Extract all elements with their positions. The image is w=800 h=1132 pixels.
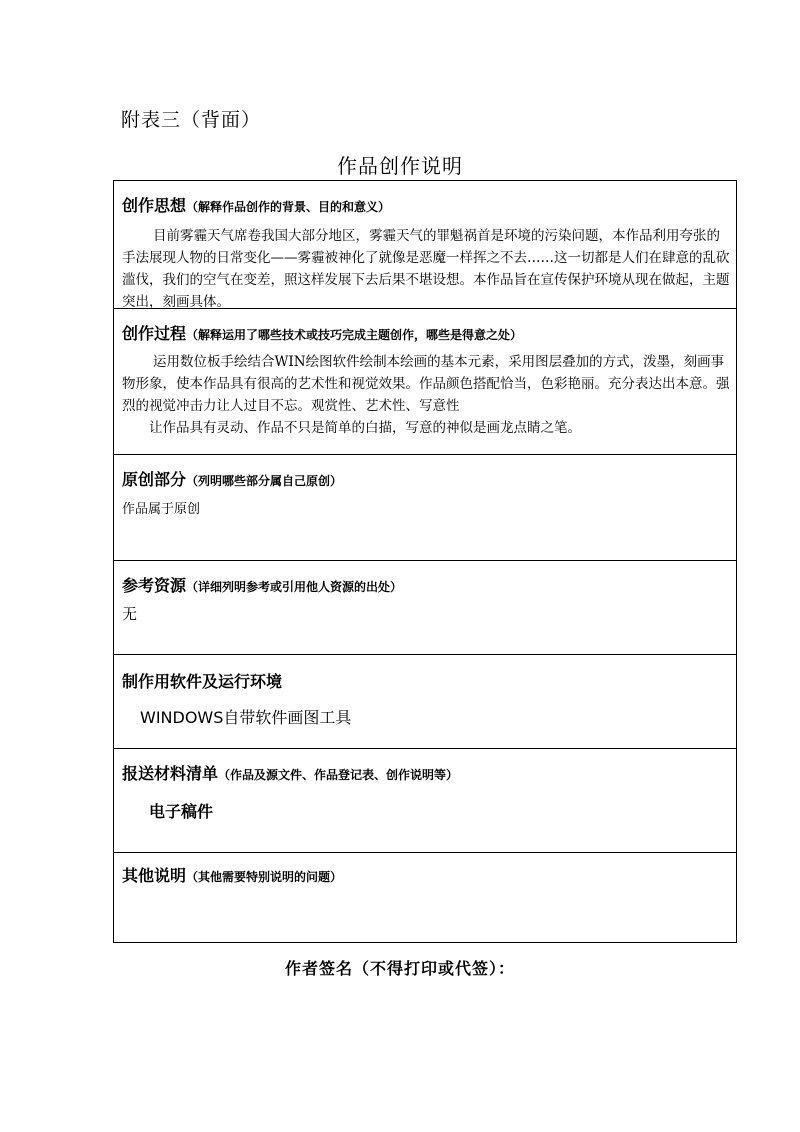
section-references-body: 无 [122, 605, 138, 623]
section-references-heading [122, 573, 402, 596]
section-original [114, 455, 736, 561]
section-idea-title: 创作思想 [122, 196, 187, 215]
section-other-title: 其他说明 [122, 866, 187, 885]
section-software-heading [122, 669, 282, 692]
section-original-title: 原创部分 [122, 470, 187, 489]
process-paragraph-1: 运用数位板手绘结合WIN绘图软件绘制本绘画的基本元素，采用图层叠加的方式，泼墨，刻画事物形象，使本作品具有很高的艺术性和视觉效果。作品颜色搭配恰当，色彩艳丽。充分表达出本意。强烈的视觉冲击力让人过目不忘。观赏性、艺术性、写意性 [122, 354, 730, 414]
section-materials-hint: （作品及源文件、作品登记表、创作说明等） [218, 768, 459, 782]
section-software-body: WINDOWS自带软件画图工具 [140, 708, 352, 727]
section-materials-body: 电子稿件 [149, 802, 214, 821]
section-original-body: 作品属于原创 [122, 502, 201, 517]
section-original-heading [122, 467, 342, 490]
description-form [113, 180, 737, 943]
section-references-title: 参考资源 [122, 576, 187, 595]
section-process-title: 创作过程 [122, 324, 187, 343]
section-process-body [122, 351, 730, 439]
section-materials-title: 报送材料清单 [122, 764, 219, 783]
section-idea-body [122, 225, 730, 313]
section-other [114, 853, 736, 942]
section-idea-heading [122, 193, 390, 216]
section-process [114, 309, 736, 455]
section-references-hint: （详细列明参考或引用他人资源的出处） [186, 580, 403, 594]
appendix-label: 附表三（背面） [121, 109, 262, 131]
section-other-heading [122, 863, 342, 886]
section-idea [114, 181, 736, 309]
author-signature-label: 作者签名（不得打印或代签）： [284, 959, 515, 978]
idea-paragraph: 目前雾霾天气席卷我国大部分地区，雾霾天气的罪魁祸首是环境的污染问题，本作品利用夸张的手法展现人物的日常变化——雾霾被神化了就像是恶魔一样挥之不去……这一切都是人们在肆意的乱砍滥伐，我们的空气在变差，照这样发展下去后果不堪设想。本作品旨在宣传保护环境从现在做起，主题突出，刻画具体。 [122, 228, 730, 310]
section-original-hint: （列明哪些部分属自己原创） [186, 474, 343, 488]
section-process-hint: （解释运用了哪些技术或技巧完成主题创作，哪些是得意之处） [186, 328, 523, 342]
section-process-heading [122, 321, 522, 344]
section-materials [114, 749, 736, 853]
section-idea-hint: （解释作品创作的背景、目的和意义） [186, 200, 391, 214]
section-software [114, 655, 736, 749]
document-title: 作品创作说明 [337, 154, 463, 178]
section-software-title: 制作用软件及运行环境 [122, 672, 283, 691]
process-paragraph-2: 让作品具有灵动、作品不只是简单的白描，写意的神似是画龙点睛之笔。 [149, 420, 581, 436]
section-references [114, 561, 736, 655]
section-materials-heading [122, 761, 458, 784]
section-other-hint: （其他需要特别说明的问题） [186, 870, 343, 884]
